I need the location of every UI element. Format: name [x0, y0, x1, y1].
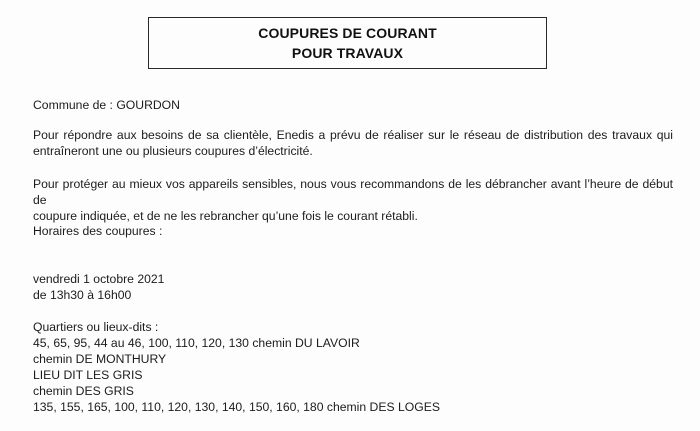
locations-label: Quartiers ou lieux-dits :: [33, 320, 159, 334]
location-item: LIEU DIT LES GRIS: [33, 368, 143, 382]
protect-line-2: coupure indiquée, et de ne les rebrancher qu’une fois le courant rétabli.: [33, 209, 418, 223]
locations-block: [33, 319, 673, 415]
schedule-time: de 13h30 à 16h00: [33, 288, 132, 302]
intro-line-2: entraîneront une ou plusieurs coupures d’électricité.: [33, 144, 313, 158]
title-line-2: POUR TRAVAUX: [291, 45, 404, 61]
protect-line-1: Pour protéger au mieux vos appareils sensibles, nous vous recommandons de les débrancher avant l’heure de début de: [33, 177, 673, 207]
intro-paragraph: [33, 127, 673, 159]
notice-title-box: [148, 17, 547, 69]
location-item: chemin DES GRIS: [33, 384, 134, 398]
commune-line: Commune de : GOURDON: [33, 98, 180, 112]
title-line-1: COUPURES DE COURANT: [258, 25, 437, 41]
schedule-block: [33, 271, 673, 303]
location-item: 135, 155, 165, 100, 110, 120, 130, 140, 150, 160, 180 chemin DES LOGES: [33, 400, 440, 414]
horaires-label: Horaires des coupures :: [33, 224, 163, 238]
protect-paragraph: [33, 176, 673, 224]
schedule-date: vendredi 1 octobre 2021: [33, 272, 165, 286]
location-item: chemin DE MONTHURY: [33, 352, 167, 366]
location-item: 45, 65, 95, 44 au 46, 100, 110, 120, 130 chemin DU LAVOIR: [33, 336, 360, 350]
intro-line-1: Pour répondre aux besoins de sa clientèle, Enedis a prévu de réaliser sur le réseau de distribution des travaux qui: [33, 128, 673, 142]
